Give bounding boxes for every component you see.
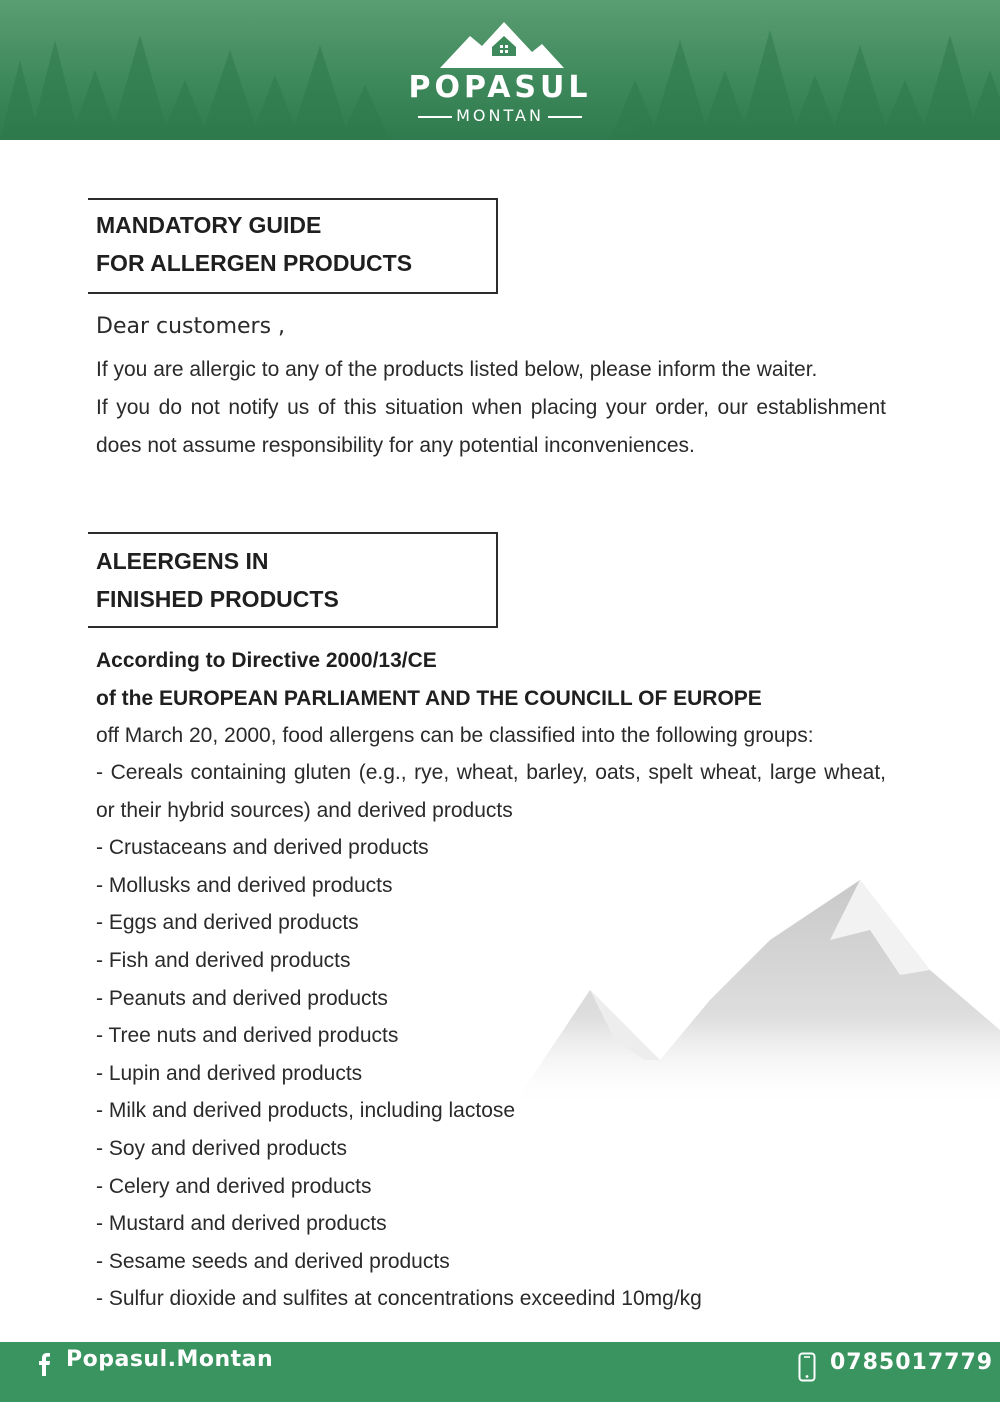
section-title-line1: MANDATORY GUIDE [96,212,322,238]
list-item: - Mollusks and derived products [96,873,393,897]
directive-line3: off March 20, 2000, food allergens can be classified into the following groups: [96,724,814,747]
phone-number[interactable]: 0785017779 [830,1350,994,1375]
intro-line2: If you do not notify us of this situation when placing your order, our establishment does not assume responsibility for any potential inconveniences. [96,396,886,457]
list-item: - Fish and derived products [96,948,351,972]
section-title-box-allergens [88,532,498,628]
list-item: - Eggs and derived products [96,911,359,935]
brand-subtitle [0,106,1000,125]
brand-divider-left [418,116,452,118]
list-item: - Soy and derived products [96,1136,347,1160]
list-item: - Peanuts and derived products [96,986,388,1010]
greeting: Dear customers , [96,314,286,339]
list-item: - Cereals containing gluten (e.g., rye, wheat, barley, oats, spelt wheat, large wheat, or their hybrid sources) and derived products [96,761,886,822]
brand-logo [0,0,1000,140]
list-item: - Sesame seeds and derived products [96,1249,450,1273]
facebook-link[interactable]: Popasul.Montan [66,1347,274,1372]
mountain-house-logo-icon [440,18,564,68]
list-item: - Milk and derived products, including lactose [96,1099,516,1123]
intro-line1: If you are allergic to any of the products listed below, please inform the waiter. [96,358,818,381]
list-item: - Celery and derived products [96,1174,372,1198]
phone-icon [798,1352,816,1382]
section-title-line2: FOR ALLERGEN PRODUCTS [96,250,413,276]
directive-line1: According to Directive 2000/13/CE [96,649,437,672]
list-item: - Tree nuts and derived products [96,1024,399,1048]
section-title-box-mandatory [88,198,498,294]
brand-subtitle-text: MONTAN [456,106,544,125]
list-item: - Mustard and derived products [96,1212,387,1236]
brand-name: POPASUL [408,70,592,105]
section-title-line2: FINISHED PRODUCTS [96,586,339,612]
list-item: - Sulfur dioxide and sulfites at concentrations exceedind 10mg/kg [96,1287,702,1311]
list-item: - Crustaceans and derived products [96,836,429,860]
brand-divider-right [548,116,582,118]
header-banner [0,0,1000,140]
directive-line2: of the EUROPEAN PARLIAMENT AND THE COUNCILL OF EUROPE [96,687,762,710]
allergen-list [96,754,886,1318]
list-item: - Lupin and derived products [96,1061,363,1085]
facebook-icon[interactable] [36,1352,52,1376]
section-title-line1: ALEERGENS IN [96,548,269,574]
